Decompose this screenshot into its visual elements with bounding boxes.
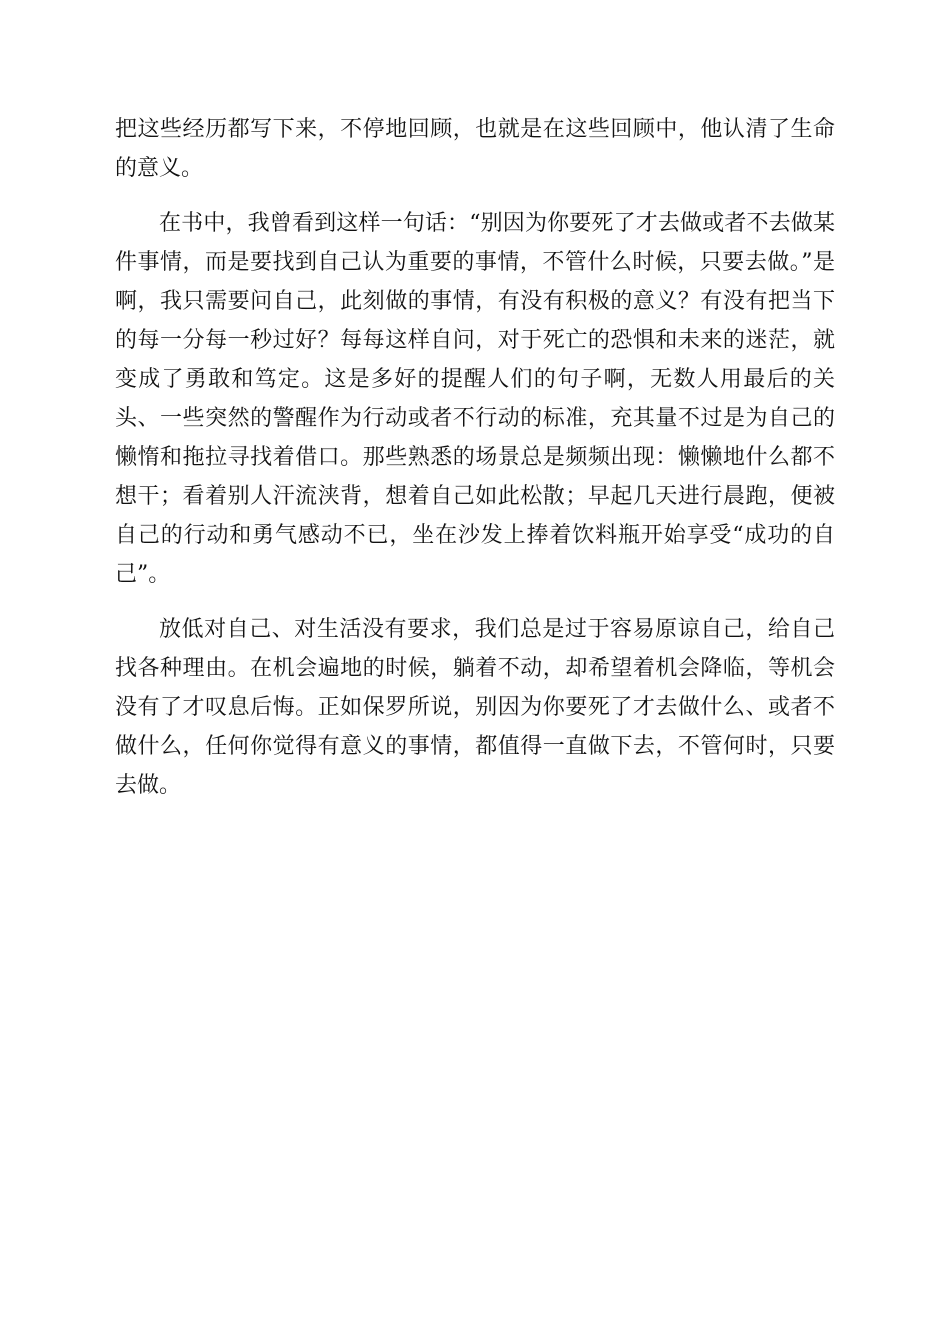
paragraph-1: 把这些经历都写下来，不停地回顾，也就是在这些回顾中，他认清了生命的意义。 bbox=[115, 117, 835, 181]
paragraph-2: 在书中，我曾看到这样一句话：“别因为你要死了才去做或者不去做某件事情，而是要找到自己认为重要的事情，不管什么时候，只要去做。”是啊，我只需要问自己，此刻做的事情，有没有积极的意义？有没有把当下的每一分每一秒过好？每每这样自问，对于死亡的恐惧和未来的迷茫，就变成了勇敢和笃定。这是多好的提醒人们的句子啊，无数人用最后的关头、一些突然的警醒作为行动或者不行动的标准，充其量不过是为自己的懒惰和拖拉寻找着借口。那些熟悉的场景总是频频出现：懒懒地什么都不想干；看着别人汗流浃背，想着自己如此松散；早起几天进行晨跑，便被自己的行动和勇气感动不已，坐在沙发上捧着饮料瓶开始享受“成功的自己”。 bbox=[115, 211, 835, 587]
document-body bbox=[115, 110, 835, 821]
paragraph-3: 放低对自己、对生活没有要求，我们总是过于容易原谅自己，给自己找各种理由。在机会遍地的时候，躺着不动，却希望着机会降临，等机会没有了才叹息后悔。正如保罗所说，别因为你要死了才去做什么、或者不做什么，任何你觉得有意义的事情，都值得一直做下去，不管何时，只要去做。 bbox=[115, 617, 835, 798]
